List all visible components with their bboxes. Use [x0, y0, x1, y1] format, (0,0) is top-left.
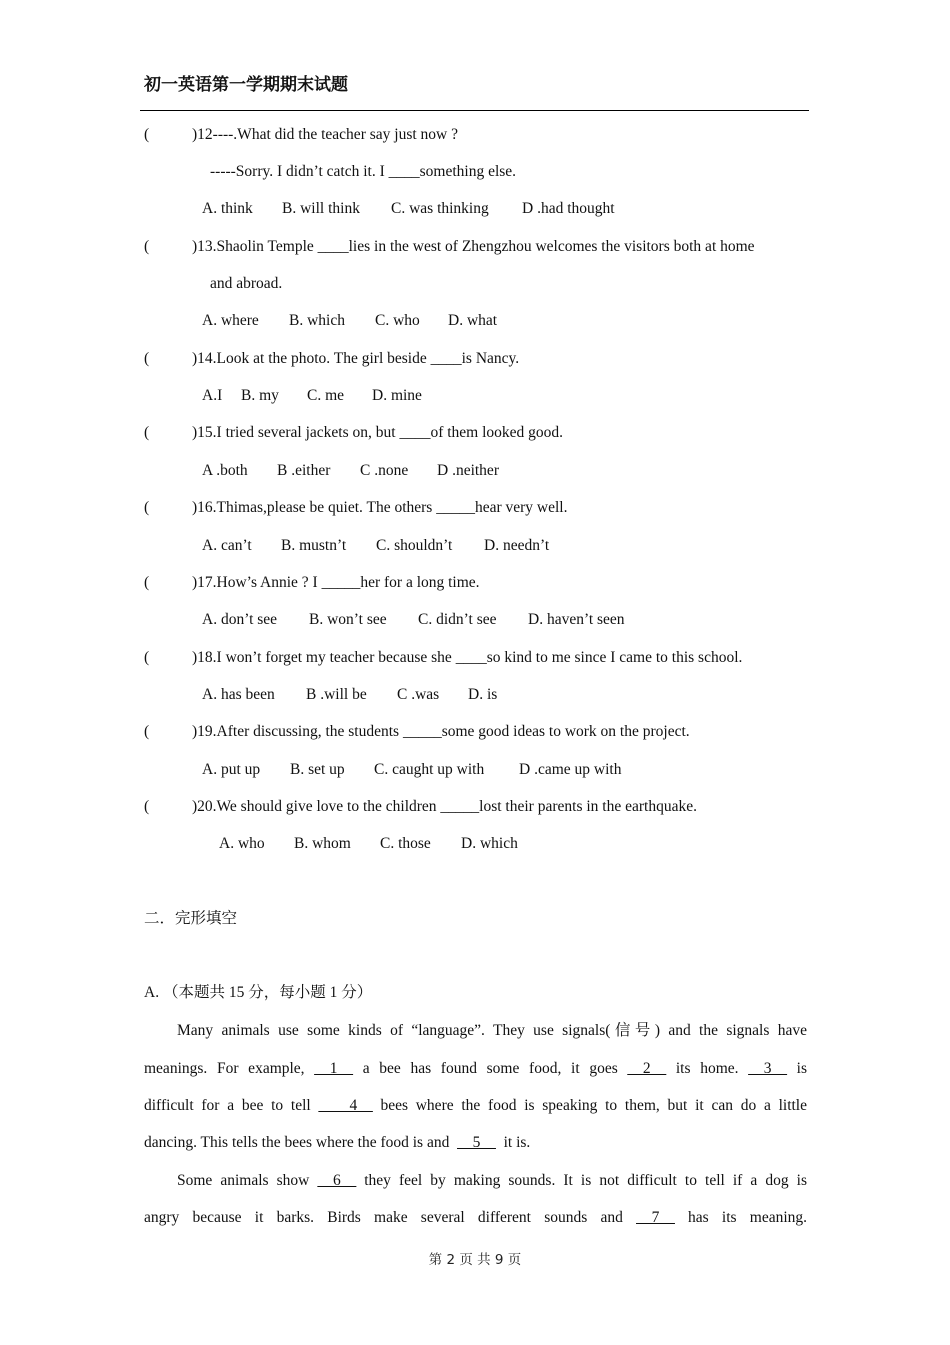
passage-text: a bee has found some food, it goes	[362, 1060, 618, 1077]
page-footer: 第 2 页 共 9 页	[428, 1252, 522, 1268]
option-b: B. won’t see	[309, 611, 387, 628]
option-a: A. think	[202, 200, 253, 217]
answer-paren: (	[144, 798, 150, 815]
passage-text: it is.	[503, 1134, 531, 1151]
passage-text: Some animals show	[177, 1172, 310, 1189]
question-16-options	[202, 536, 549, 556]
option-c: C .none	[360, 462, 409, 479]
blank-2: __2__	[627, 1060, 667, 1077]
option-d: D. needn’t	[484, 537, 550, 554]
passage-line	[144, 1059, 807, 1079]
option-a: A.I	[202, 387, 223, 404]
option-d: D. mine	[372, 387, 422, 404]
option-c: C .was	[397, 686, 440, 703]
passage-line	[144, 1096, 807, 1116]
option-d: D. which	[461, 835, 518, 852]
question-18-options	[202, 685, 497, 705]
option-b: B. my	[241, 387, 279, 404]
option-d: D. is	[468, 686, 498, 703]
passage-text: its home.	[675, 1060, 739, 1077]
question-13-options	[202, 311, 497, 331]
option-b: B. whom	[294, 835, 351, 852]
blank-7: __7__	[636, 1209, 675, 1226]
answer-paren: (	[144, 723, 150, 740]
question-12-options	[202, 199, 615, 219]
option-a: A. don’t see	[202, 611, 278, 628]
option-d: D .neither	[437, 462, 499, 479]
blank-3: __3__	[748, 1060, 787, 1077]
option-c: C. was thinking	[391, 200, 489, 217]
passage-text: has its meaning.	[688, 1209, 808, 1226]
question-17-stem: )17.How’s Annie ? I _____her for a long time.	[192, 574, 480, 591]
part-label: A. （本题共 15 分，每小题 1 分）	[144, 984, 373, 1001]
option-c: C. shouldn’t	[376, 537, 453, 554]
passage-text: is	[796, 1060, 807, 1077]
answer-paren: (	[144, 238, 150, 255]
option-d: D .came up with	[519, 761, 622, 778]
passage-text: dancing. This tells the bees where the food is and	[144, 1134, 450, 1151]
question-12-reply: -----Sorry. I didn’t catch it. I ____something else.	[210, 163, 517, 180]
option-b: B. which	[289, 312, 345, 329]
option-a: A. who	[219, 835, 265, 852]
blank-6: __6__	[317, 1172, 357, 1189]
answer-paren: (	[144, 499, 150, 516]
answer-paren: (	[144, 126, 150, 143]
blank-5: __5__	[457, 1134, 496, 1151]
answer-paren: (	[144, 350, 150, 367]
option-b: B. will think	[282, 200, 360, 217]
passage-line	[144, 1133, 530, 1153]
answer-paren: (	[144, 649, 150, 666]
question-16-stem: )16.Thimas,please be quiet. The others _____hear very well.	[192, 499, 568, 516]
passage-text: difficult for a bee to tell	[144, 1097, 311, 1114]
option-a: A. put up	[202, 761, 261, 778]
passage-text: meanings. For example,	[144, 1060, 305, 1077]
question-20-options	[219, 834, 518, 854]
question-19-options	[202, 760, 621, 780]
option-c: C. caught up with	[374, 761, 485, 778]
answer-paren: (	[144, 574, 150, 591]
option-c: C. those	[380, 835, 431, 852]
answer-paren: (	[144, 424, 150, 441]
question-19-stem: )19.After discussing, the students _____some good ideas to work on the project.	[192, 723, 690, 740]
page-header-title: 初一英语第一学期期末试题	[144, 75, 348, 95]
option-b: B .will be	[306, 686, 367, 703]
passage-line	[177, 1171, 807, 1191]
question-17-options	[202, 610, 625, 630]
option-d: D. what	[448, 312, 498, 329]
option-b: B. mustn’t	[281, 537, 347, 554]
passage-text: bees where the food is speaking to them, but it can do a little	[380, 1097, 807, 1114]
option-a: A. can’t	[202, 537, 252, 554]
option-c: C. who	[375, 312, 420, 329]
passage-line	[144, 1208, 807, 1228]
option-d: D. haven’t seen	[528, 611, 625, 628]
option-a: A. has been	[202, 686, 275, 703]
question-18-stem: )18.I won’t forget my teacher because she ____so kind to me since I came to this school.	[192, 649, 743, 666]
question-15-options	[202, 461, 499, 481]
question-14-stem: )14.Look at the photo. The girl beside ____is Nancy.	[192, 350, 520, 367]
option-b: B .either	[277, 462, 331, 479]
option-a: A .both	[202, 462, 248, 479]
option-d: D .had thought	[522, 200, 615, 217]
question-13-stem-cont: and abroad.	[210, 275, 283, 292]
question-13-stem: )13.Shaolin Temple ____lies in the west of Zhengzhou welcomes the visitors both at home	[192, 238, 755, 255]
question-12-stem: )12----.What did the teacher say just now ?	[192, 126, 458, 143]
question-20-stem: )20.We should give love to the children _____lost their parents in the earthquake.	[192, 798, 697, 815]
header-divider	[140, 110, 809, 111]
option-c: C. didn’t see	[418, 611, 497, 628]
option-b: B. set up	[290, 761, 345, 778]
option-a: A. where	[202, 312, 259, 329]
section-heading: 二．完形填空	[144, 909, 238, 927]
passage-text: they feel by making sounds. It is not difficult to tell if a dog is	[364, 1172, 807, 1189]
passage-line: Many animals use some kinds of “language”. They use signals(信号) and the signals have	[177, 1022, 807, 1039]
blank-1: __1__	[314, 1060, 353, 1077]
question-15-stem: )15.I tried several jackets on, but ____of them looked good.	[192, 424, 564, 441]
option-c: C. me	[307, 387, 345, 404]
blank-4: ____4__	[318, 1097, 373, 1114]
passage-text: angry because it barks. Birds make several different sounds and	[144, 1209, 623, 1226]
question-14-options	[202, 386, 422, 406]
